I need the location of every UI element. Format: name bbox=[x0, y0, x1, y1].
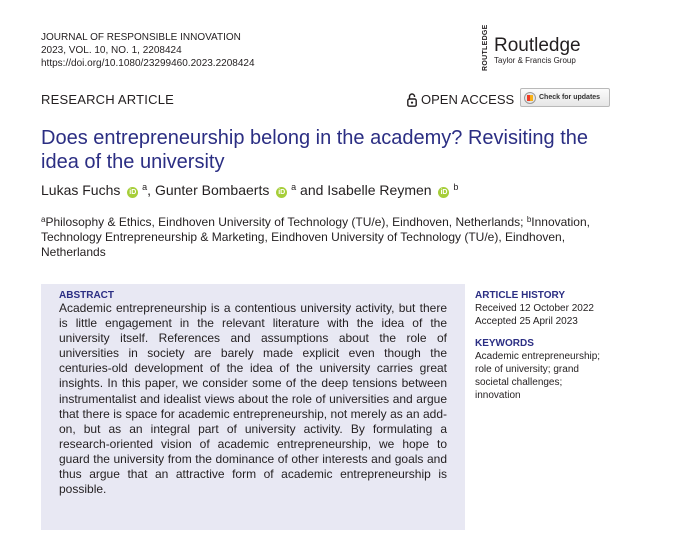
affiliation-text: Philosophy & Ethics, Eindhoven University of Technology (TU/e), Eindhoven, Netherlands; bbox=[45, 215, 527, 229]
keyword-line: societal challenges; bbox=[475, 377, 563, 388]
open-lock-icon bbox=[407, 93, 417, 107]
affiliation-text: Innovation, Technology Entrepreneurship & Marketing, Eindhoven University of Technology (TU/e), Eindhoven, Netherlands bbox=[41, 215, 590, 259]
article-sidebar bbox=[475, 290, 635, 402]
affiliations bbox=[41, 212, 621, 260]
accepted-date: Accepted 25 April 2023 bbox=[475, 316, 578, 327]
keyword-line: innovation bbox=[475, 390, 521, 401]
author-name: Isabelle Reymen bbox=[327, 182, 432, 198]
keywords-heading: KEYWORDS bbox=[475, 338, 534, 349]
open-access-label: OPEN ACCESS bbox=[421, 92, 515, 107]
author-affiliation-marker: b bbox=[453, 182, 459, 192]
abstract-heading: ABSTRACT bbox=[59, 290, 114, 301]
journal-doi-link[interactable]: https://doi.org/10.1080/23299460.2023.2208424 bbox=[41, 58, 255, 69]
abstract-box bbox=[41, 284, 465, 530]
keyword-line: Academic entrepreneurship; bbox=[475, 351, 601, 362]
author-separator: , bbox=[147, 182, 155, 198]
author-separator: and bbox=[296, 182, 328, 198]
author-affiliation-marker: a bbox=[142, 182, 148, 192]
keyword-line: role of university; grand bbox=[475, 364, 579, 375]
author-name: Gunter Bombaerts bbox=[154, 182, 270, 198]
orcid-icon[interactable]: iD bbox=[129, 189, 137, 196]
orcid-icon[interactable]: iD bbox=[278, 189, 286, 196]
publisher-group: Taylor & Francis Group bbox=[494, 56, 576, 65]
affiliation-marker: b bbox=[526, 215, 532, 224]
author-affiliation-marker: a bbox=[291, 182, 297, 192]
author-name: Lukas Fuchs bbox=[41, 182, 121, 198]
check-for-updates-label: Check for updates bbox=[539, 94, 601, 101]
article-type: RESEARCH ARTICLE bbox=[41, 92, 174, 107]
check-for-updates-button[interactable] bbox=[520, 88, 610, 107]
orcid-icon[interactable]: iD bbox=[440, 189, 448, 196]
journal-name: JOURNAL OF RESPONSIBLE INNOVATION bbox=[41, 32, 241, 43]
publisher-logo bbox=[482, 24, 581, 71]
received-date: Received 12 October 2022 bbox=[475, 303, 594, 314]
author-list bbox=[41, 182, 458, 198]
article-title: Does entrepreneurship belong in the academy? Revisiting the idea of the university bbox=[41, 127, 589, 173]
abstract-text: Academic entrepreneurship is a contentious university activity, but there is little engagement in the relevant literature with the idea of the university itself. References and assumptions about the role of universities in society are barely made explicit even though the centuries-old development of the idea of the university carries great insights. In this paper, we consider some of the deep tensions between instrumentalist and idealist views about the role of universities and argue that there is space for academic entrepreneurship, not merely as an add-on, but as an integral part of university activity. By formulating a research-oriented vision of academic entrepreneurship, we hope to guard the university from the dominance of other interests and goals and thus argue that an attractive form of academic entrepreneurship is possible. bbox=[59, 301, 447, 497]
journal-volume: 2023, VOL. 10, NO. 1, 2208424 bbox=[41, 45, 182, 56]
journal-info bbox=[41, 31, 255, 70]
affiliation-marker: a bbox=[41, 215, 46, 224]
article-history-heading: ARTICLE HISTORY bbox=[475, 290, 566, 301]
publisher-name: Routledge bbox=[494, 35, 581, 56]
crossmark-icon bbox=[524, 92, 536, 104]
publisher-vertical-text: ROUTLEDGE bbox=[482, 24, 489, 71]
open-access-badge bbox=[407, 92, 514, 107]
